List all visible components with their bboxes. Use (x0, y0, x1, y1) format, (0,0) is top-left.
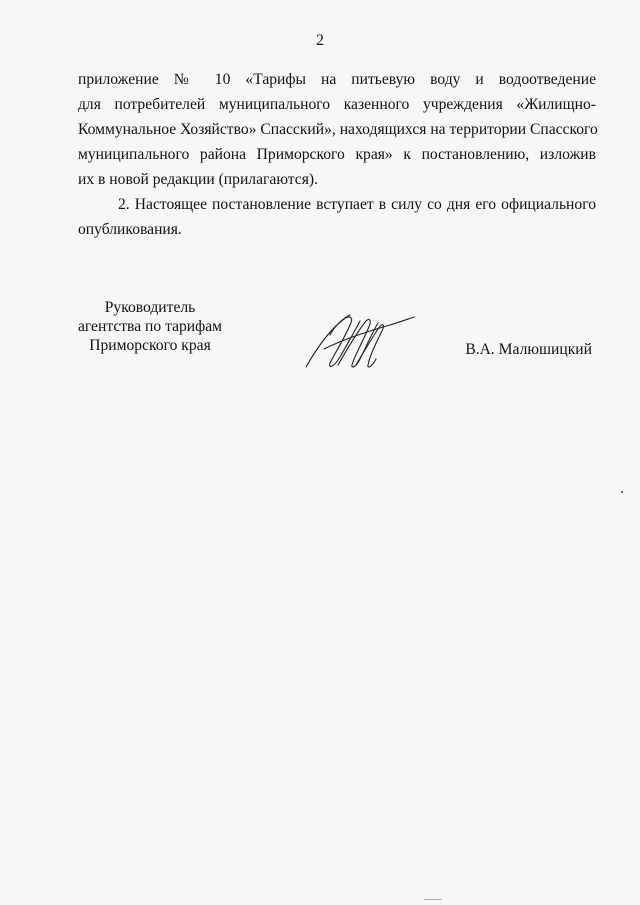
handwritten-signature (300, 305, 420, 375)
signatory-title-line-1: Руководитель (104, 299, 196, 316)
paragraph-1-line-3: Коммунальное Хозяйство» Спасский», находящихся на территории Спасского (78, 121, 598, 138)
page-number: 2 (316, 32, 324, 49)
paragraph-1-line-4: муниципального района Приморского края» к постановлению, изложив (78, 146, 596, 163)
paragraph-2-line-2: опубликования. (78, 221, 182, 238)
signatory-name: В.А. Малюшицкий (465, 341, 592, 358)
paragraph-1-line-1: приложение № 10 «Тарифы на питьевую воду и водоотведение (78, 71, 596, 88)
paragraph-1-line-2: для потребителей муниципального казенного учреждения «Жилищно- (78, 96, 596, 113)
paragraph-1-line-5: их в новой редакции (прилагаются). (78, 171, 318, 188)
scan-speck (621, 491, 623, 493)
paragraph-2-line-1: 2. Настоящее постановление вступает в силу со дня его официального (118, 196, 596, 213)
signatory-title-line-3: Приморского края (89, 337, 211, 354)
signatory-title (60, 298, 240, 355)
document-body (78, 67, 596, 242)
scan-speck (424, 899, 442, 900)
signatory-title-line-2: агентства по тарифам (77, 318, 223, 335)
